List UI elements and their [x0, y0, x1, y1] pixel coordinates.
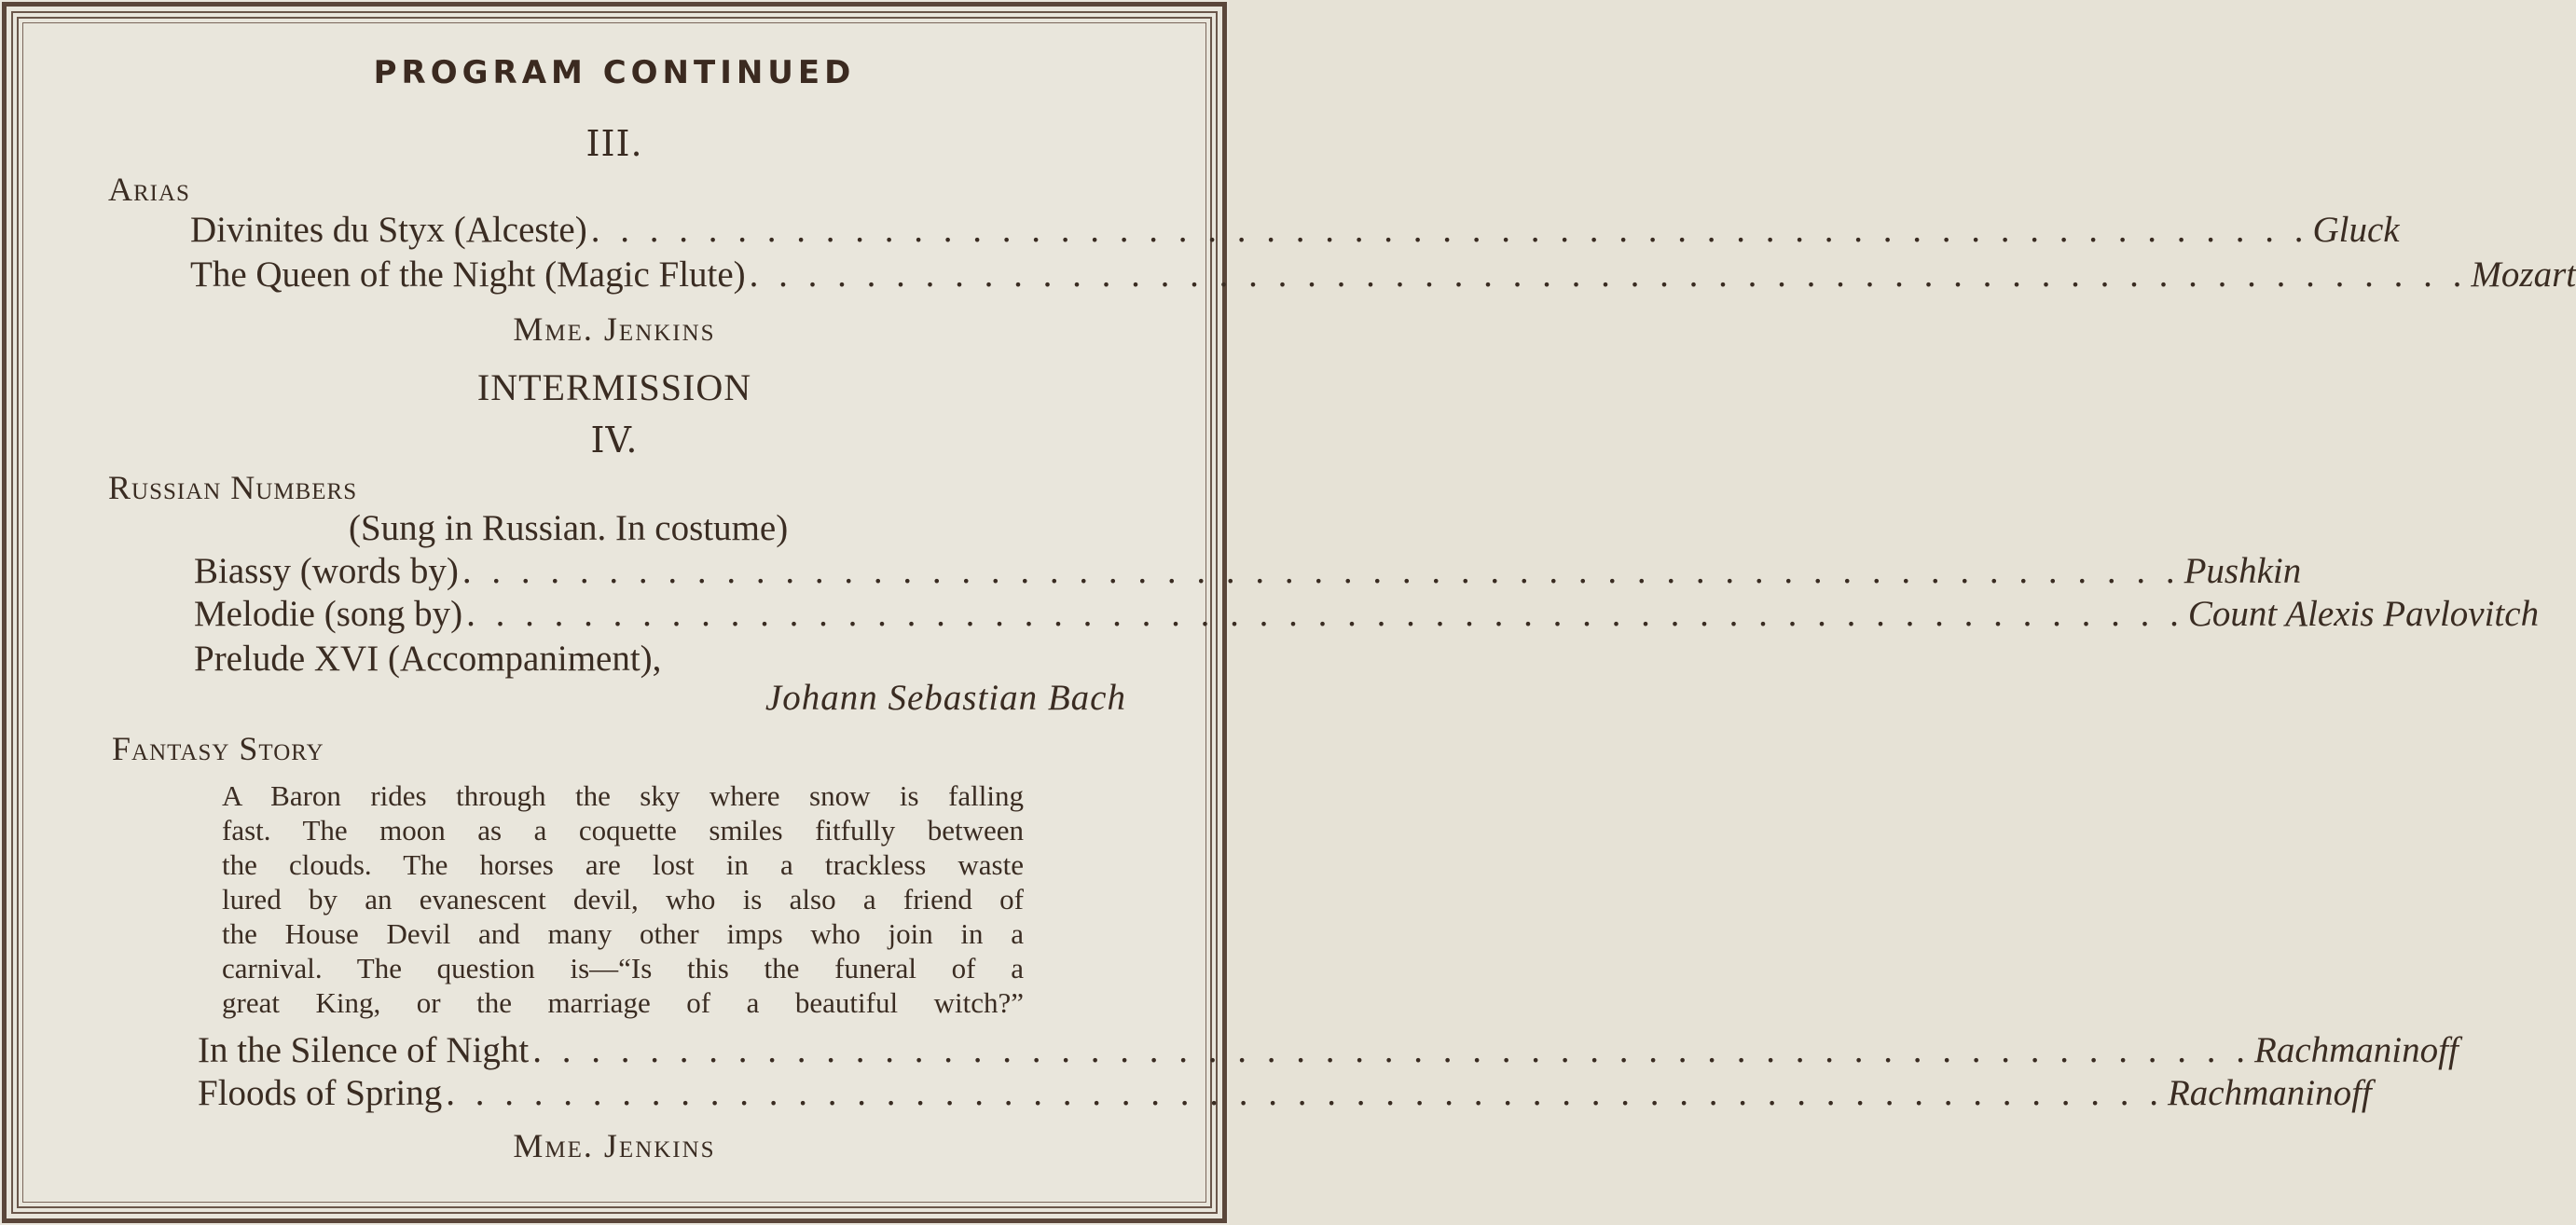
program-item: [194, 550, 2302, 592]
item-composer: Gluck: [2312, 210, 2400, 250]
item-composer: Rachmaninoff: [2254, 1030, 2459, 1070]
fantasy-story-title: Fantasy Story: [112, 730, 324, 767]
item-composer: Johann Sebastian Bach: [765, 678, 1126, 718]
performer-name: Mme. Jenkins: [513, 310, 716, 348]
arias-section-title: Arias: [108, 171, 190, 208]
story-line: fast. The moon as a coquette smiles fitfully between: [222, 814, 1024, 846]
dot-leader: . . . . . . . . . . . . . . . . . . . . . . . . . . . . . . . . . . . . . . . . . . . . . . . . . . . . . . . . . . .: [446, 1073, 2164, 1113]
item-composer: Pushkin: [2183, 551, 2302, 591]
story-line: A Baron rides through the sky where snow is falling: [222, 779, 1024, 812]
item-title: In the Silence of Night: [198, 1030, 530, 1070]
dot-leader: . . . . . . . . . . . . . . . . . . . . . . . . . . . . . . . . . . . . . . . . . . . . . . . . . . . . . . . . . . .: [466, 594, 2184, 634]
part-three-numeral: III.: [585, 123, 643, 164]
dot-leader: . . . . . . . . . . . . . . . . . . . . . . . . . . . . . . . . . . . . . . . . . . . . . . . . . . . . . . . . . . .: [590, 210, 2309, 250]
program-item: [198, 1029, 2459, 1071]
item-composer: Mozart: [2471, 255, 2576, 295]
item-title: Divinites du Styx (Alceste): [190, 210, 587, 250]
item-title: Prelude XVI (Accompaniment),: [194, 639, 662, 679]
story-line: the clouds. The horses are lost in a trackless waste: [222, 848, 1024, 881]
story-line: great King, or the marriage of a beautiful witch?”: [222, 986, 1024, 1019]
performer-name: Mme. Jenkins: [513, 1127, 716, 1164]
program-item: [190, 254, 2576, 296]
item-title: The Queen of the Night (Magic Flute): [190, 255, 746, 295]
page-heading: PROGRAM CONTINUED: [373, 54, 856, 91]
story-line: the House Devil and many other imps who join in a: [222, 917, 1024, 950]
program-item: [190, 209, 2400, 251]
item-composer: Rachmaninoff: [2167, 1073, 2372, 1113]
intermission-label: INTERMISSION: [476, 366, 752, 408]
dot-leader: . . . . . . . . . . . . . . . . . . . . . . . . . . . . . . . . . . . . . . . . . . . . . . . . . . . . . . . . . . .: [749, 255, 2468, 295]
russian-numbers-section-title: Russian Numbers: [108, 469, 358, 506]
program-item: [198, 1072, 2372, 1114]
item-composer: Count Alexis Pavlovitch: [2187, 594, 2540, 634]
item-title: Melodie (song by): [194, 594, 463, 634]
item-title: Floods of Spring: [198, 1073, 443, 1113]
part-four-numeral: IV.: [590, 420, 639, 461]
story-line: lured by an evanescent devil, who is also a friend of: [222, 883, 1024, 915]
item-title: Biassy (words by): [194, 551, 459, 591]
section-subtitle: (Sung in Russian. In costume): [349, 508, 789, 548]
story-line: carnival. The question is—“Is this the funeral of a: [222, 952, 1024, 984]
fantasy-story-text: [222, 778, 1024, 1020]
dot-leader: . . . . . . . . . . . . . . . . . . . . . . . . . . . . . . . . . . . . . . . . . . . . . . . . . . . . . . . . . . .: [461, 551, 2181, 591]
dot-leader: . . . . . . . . . . . . . . . . . . . . . . . . . . . . . . . . . . . . . . . . . . . . . . . . . . . . . . . . . . .: [532, 1030, 2251, 1070]
program-item: [194, 593, 2540, 635]
